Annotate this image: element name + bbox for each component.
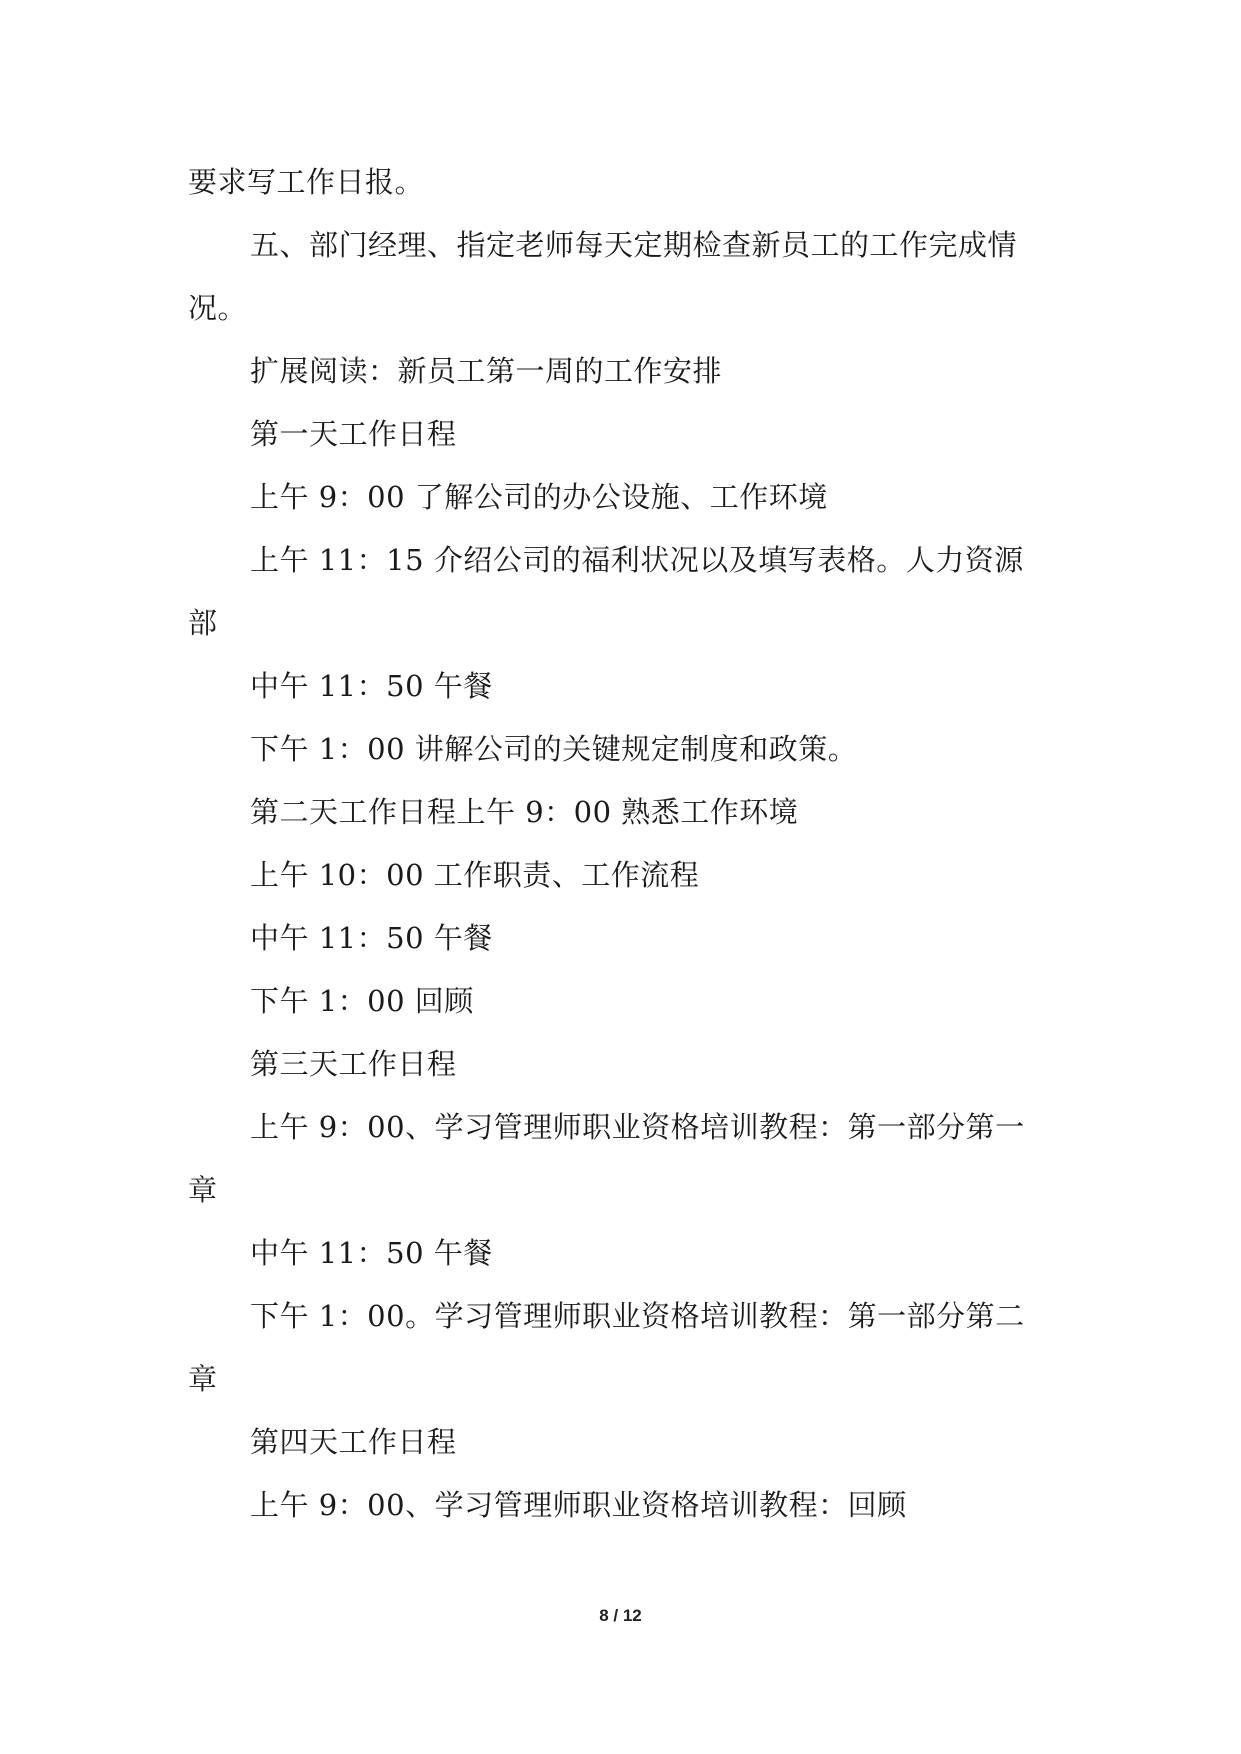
text-line: 上午 9：00 了解公司的办公设施、工作环境 xyxy=(250,480,828,514)
text-line: 下午 1：00 回顾 xyxy=(250,984,474,1018)
text-line: 第二天工作日程上午 9：00 熟悉工作环境 xyxy=(250,795,799,829)
text-line: 第四天工作日程 xyxy=(250,1425,457,1459)
text-line: 章 xyxy=(188,1173,218,1207)
text-line: 上午 9：00、学习管理师职业资格培训教程：第一部分第一 xyxy=(250,1110,1025,1144)
text-line: 中午 11：50 午餐 xyxy=(250,1236,493,1270)
text-line: 中午 11：50 午餐 xyxy=(250,669,493,703)
text-line: 章 xyxy=(188,1362,218,1396)
text-line: 上午 11：15 介绍公司的福利状况以及填写表格。人力资源 xyxy=(250,543,1024,577)
text-line: 部 xyxy=(188,606,218,640)
text-line: 中午 11：50 午餐 xyxy=(250,921,493,955)
text-line: 扩展阅读：新员工第一周的工作安排 xyxy=(250,354,723,388)
page-number: 8 / 12 xyxy=(599,1606,642,1625)
text-line: 上午 9：00、学习管理师职业资格培训教程：回顾 xyxy=(250,1488,907,1522)
text-line: 况。 xyxy=(188,291,248,325)
text-line: 五、部门经理、指定老师每天定期检查新员工的工作完成情 xyxy=(250,228,1018,262)
text-line: 下午 1：00 讲解公司的关键规定制度和政策。 xyxy=(250,732,858,766)
text-line: 要求写工作日报。 xyxy=(188,165,425,199)
text-line: 第三天工作日程 xyxy=(250,1047,457,1081)
text-line: 上午 10：00 工作职责、工作流程 xyxy=(250,858,700,892)
text-line: 第一天工作日程 xyxy=(250,417,457,451)
text-line: 下午 1：00。学习管理师职业资格培训教程：第一部分第二 xyxy=(250,1299,1025,1333)
